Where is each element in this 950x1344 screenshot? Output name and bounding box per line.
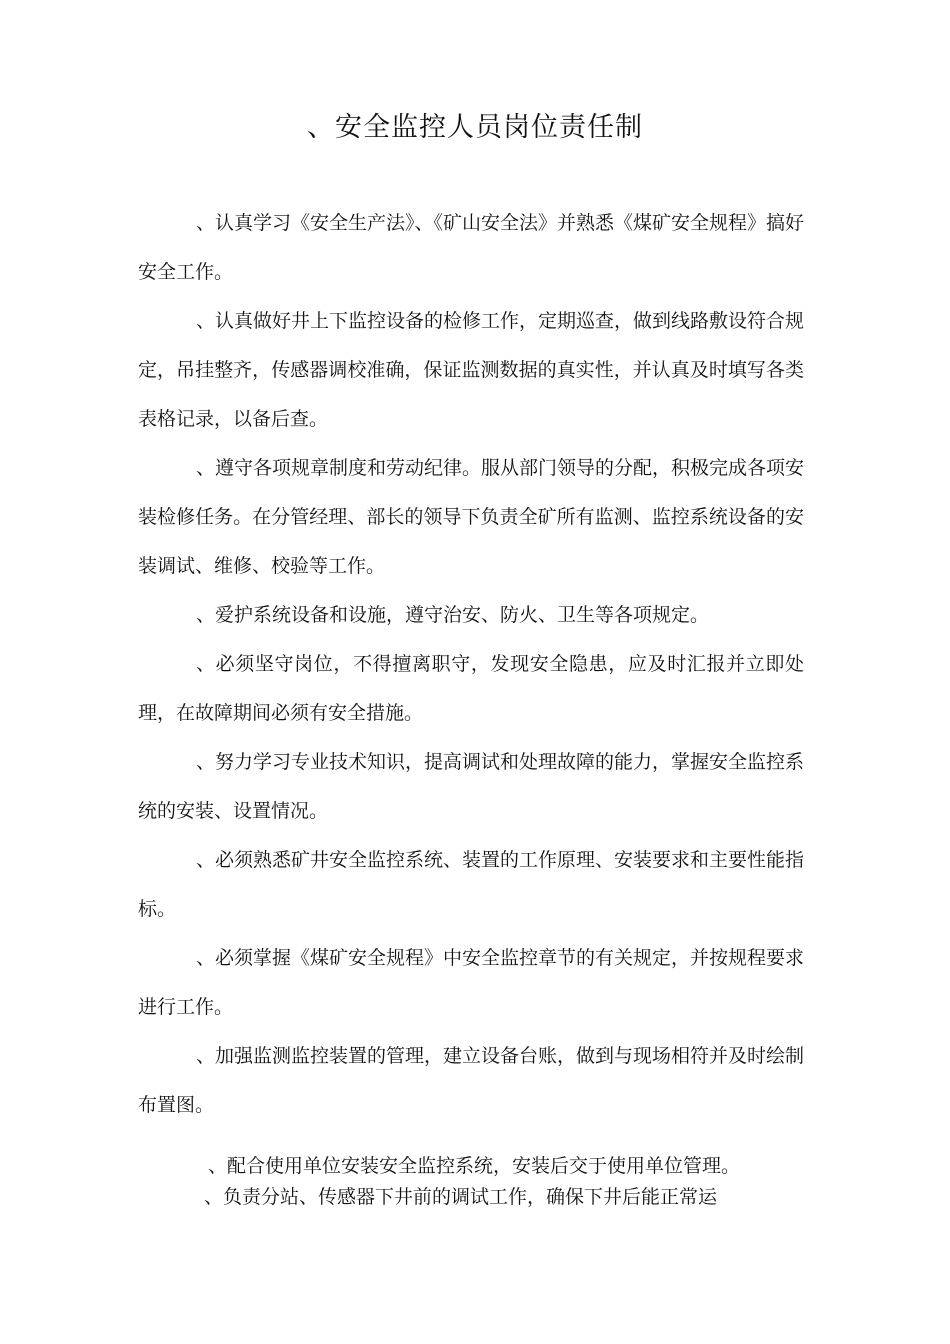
- paragraph-1: 、认真学习《安全生产法》、《矿山安全法》并熟悉《煤矿安全规程》搞好安全工作。: [138, 212, 805, 283]
- paragraph-2: 、认真做好井上下监控设备的检修工作，定期巡查，做到线路敷设符合规定，吊挂整齐，传感器调校准确，保证监测数据的真实性，并认真及时填写各类表格记录，以备后查。: [138, 310, 805, 430]
- paragraph-11: 、负责分站、传感器下井前的调试工作，确保下井后能正常运: [204, 1186, 718, 1208]
- paragraph-5: 、必须坚守岗位，不得擅离职守，发现安全隐患，应及时汇报并立即处理，在故障期间必须有安全措施。: [138, 653, 804, 724]
- paragraph-4: 、爱护系统设备和设施，遵守治安、防火、卫生等各项规定。: [196, 604, 710, 626]
- document-body: [138, 199, 804, 1130]
- document-title: 、安全监控人员岗位责任制: [307, 112, 643, 143]
- paragraph-6: 、努力学习专业技术知识，提高调试和处理故障的能力，掌握安全监控系统的安装、设置情况。: [138, 751, 805, 822]
- paragraph-7: 、必须熟悉矿井安全监控系统、装置的工作原理、安装要求和主要性能指标。: [138, 849, 805, 920]
- paragraph-9: 、加强监测监控装置的管理，建立设备台账，做到与现场相符并及时绘制布置图。: [138, 1045, 805, 1116]
- paragraph-10: 、配合使用单位安装安全监控系统，安装后交于使用单位管理。: [208, 1155, 741, 1177]
- paragraph-8: 、必须掌握《煤矿安全规程》中安全监控章节的有关规定，并按规程要求进行工作。: [138, 947, 805, 1018]
- paragraph-3: 、遵守各项规章制度和劳动纪律。服从部门领导的分配，积极完成各项安装检修任务。在分管经理、部长的领导下负责全矿所有监测、监控系统设备的安装调试、维修、校验等工作。: [138, 457, 805, 577]
